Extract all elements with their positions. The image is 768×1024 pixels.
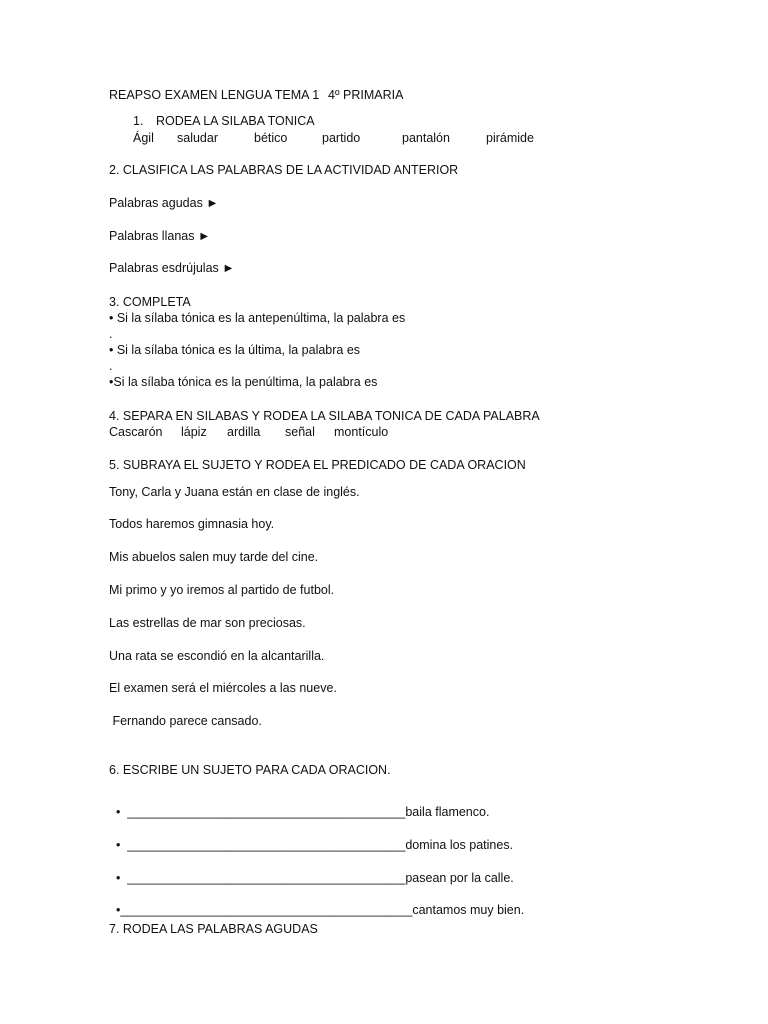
grade-label: 4º PRIMARIA: [328, 88, 404, 102]
ex6-item-text: domina los patines.: [405, 838, 514, 852]
ex1-heading: [133, 114, 315, 129]
ex4-title: 4. SEPARA EN SILABAS Y RODEA LA SILABA TONICA DE CADA PALABRA: [109, 409, 540, 423]
answer-blank[interactable]: __________________________________________: [120, 903, 413, 917]
ex6-item-text: pasean por la calle.: [405, 871, 514, 885]
ex1-word: Ágil: [133, 131, 154, 145]
answer-blank[interactable]: ________________________________________: [127, 871, 406, 885]
bullet: •: [115, 805, 128, 819]
ex5-sentence: Tony, Carla y Juana están en clase de inglés.: [109, 485, 360, 499]
ex4-word: señal: [285, 425, 315, 439]
ex6-item-text: cantamos muy bien.: [412, 903, 525, 917]
ex6-item: [109, 790, 489, 820]
ex5-sentence: Mi primo y yo iremos al partido de futbol.: [109, 583, 335, 597]
ex5-sentence: Las estrellas de mar son preciosas.: [109, 616, 306, 630]
ex4-word: lápiz: [181, 425, 207, 439]
answer-blank[interactable]: ________________________________________: [127, 838, 406, 852]
ex4-word: montículo: [334, 425, 389, 439]
ex2-title: 2. CLASIFICA LAS PALABRAS DE LA ACTIVIDAD ANTERIOR: [109, 163, 459, 177]
ex2-line: Palabras agudas ►: [109, 196, 219, 210]
bullet: •: [115, 838, 128, 852]
answer-blank[interactable]: ________________________________________: [127, 805, 406, 819]
ex3-item: • Si la sílaba tónica es la antepenúltima, la palabra es: [109, 311, 406, 325]
ex7-title: 7. RODEA LAS PALABRAS AGUDAS: [109, 922, 318, 936]
ex2-line: Palabras esdrújulas ►: [109, 261, 235, 275]
ex6-item-text: baila flamenco.: [405, 805, 490, 819]
ex5-sentence: Todos haremos gimnasia hoy.: [109, 517, 275, 531]
ex6-title: 6. ESCRIBE UN SUJETO PARA CADA ORACION.: [109, 763, 391, 777]
ex1-word: pantalón: [402, 131, 450, 145]
ex1-word: pirámide: [486, 131, 534, 145]
ex6-item: [109, 856, 514, 886]
bullet: •: [115, 903, 121, 917]
ex6-item: [109, 888, 524, 918]
ex4-word: Cascarón: [109, 425, 163, 439]
page-title: REAPSO EXAMEN LENGUA TEMA 1: [109, 88, 320, 102]
ex1-word: saludar: [177, 131, 218, 145]
ex3-item: .: [109, 359, 113, 373]
ex4-word: ardilla: [227, 425, 261, 439]
ex1-number: 1.: [133, 114, 144, 128]
ex1-word: partido: [322, 131, 361, 145]
ex1-word: bético: [254, 131, 288, 145]
ex1-title: RODEA LA SILABA TONICA: [156, 114, 315, 128]
ex5-sentence: Fernando parece cansado.: [109, 714, 262, 728]
ex6-item: [109, 823, 513, 853]
ex2-line: Palabras llanas ►: [109, 229, 211, 243]
ex5-sentence: Una rata se escondió en la alcantarilla.: [109, 649, 325, 663]
ex3-item: • Si la sílaba tónica es la última, la palabra es: [109, 343, 361, 357]
ex5-sentence: El examen será el miércoles a las nueve.: [109, 681, 337, 695]
header: [109, 88, 404, 103]
ex3-item: •Si la sílaba tónica es la penúltima, la palabra es: [109, 375, 378, 389]
bullet: •: [115, 871, 128, 885]
ex5-title: 5. SUBRAYA EL SUJETO Y RODEA EL PREDICADO DE CADA ORACION: [109, 458, 526, 472]
ex3-item: .: [109, 327, 113, 341]
ex5-sentence: Mis abuelos salen muy tarde del cine.: [109, 550, 319, 564]
ex3-title: 3. COMPLETA: [109, 295, 191, 309]
